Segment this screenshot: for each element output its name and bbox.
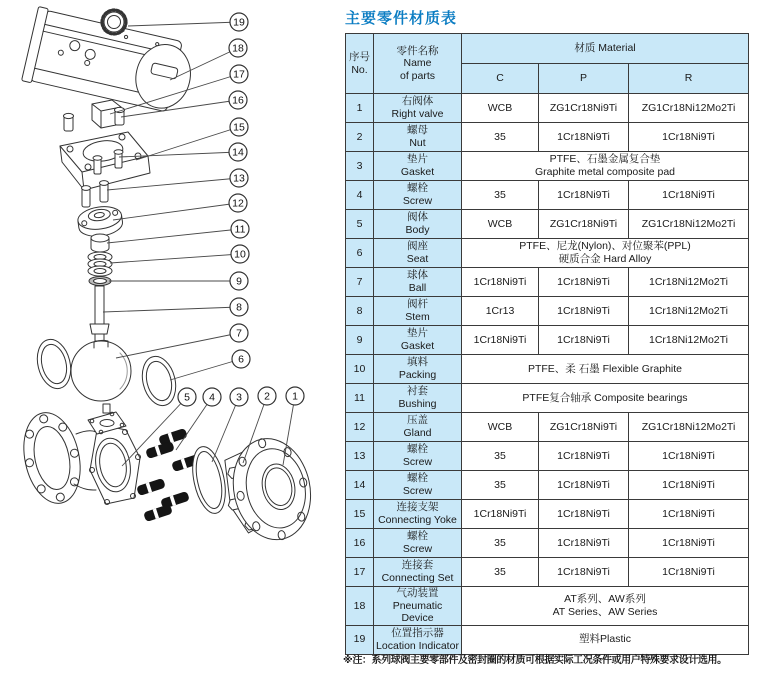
material-cell: 35 <box>462 442 539 471</box>
material-cell: ZG1Cr18Ni9Ti <box>539 94 629 123</box>
material-cell: 1Cr18Ni9Ti <box>629 500 749 529</box>
part-name-cell: 右阀体 Right valve <box>374 94 462 123</box>
part-name-cell: 位置指示器 Location Indicator <box>374 625 462 654</box>
callout-number: 3 <box>236 391 242 404</box>
part-position-indicator-knob <box>102 10 126 34</box>
leader-line <box>136 127 239 160</box>
part-name-cell: 垫片 Gasket <box>374 152 462 181</box>
header-name-zh: 零件名称 <box>396 44 439 57</box>
callout-number: 18 <box>232 42 244 55</box>
leader-line <box>110 254 240 263</box>
table-row <box>346 210 749 239</box>
material-cell: 35 <box>462 529 539 558</box>
table-row <box>346 94 749 123</box>
part-gasket-9 <box>89 277 111 286</box>
material-cell: 35 <box>462 123 539 152</box>
part-name-cell: 连接套 Connecting Set <box>374 558 462 587</box>
header-name-en2: of parts <box>399 69 436 82</box>
table-row <box>346 625 749 654</box>
table-row <box>346 471 749 500</box>
part-name-cell: 螺栓 Screw <box>374 471 462 500</box>
row-number-cell: 5 <box>346 210 374 239</box>
page-title: 主要零件材质表 <box>345 10 458 27</box>
part-name-cell: 压盖 Gland <box>374 413 462 442</box>
header-name-en1: Name <box>403 57 432 70</box>
callout-number: 4 <box>209 391 215 404</box>
callout-number: 13 <box>233 172 245 185</box>
callout-number: 11 <box>234 223 246 236</box>
header-row-1 <box>346 34 749 64</box>
row-number-cell: 3 <box>346 152 374 181</box>
leader-line <box>107 229 240 243</box>
part-studs <box>136 428 201 522</box>
material-span-cell: PTFE复合轴承 Composite bearings <box>462 384 749 413</box>
part-name-cell: 填料 Packing <box>374 355 462 384</box>
material-cell: ZG1Cr18Ni12Mo2Ti <box>629 94 749 123</box>
callout-number: 16 <box>232 94 244 107</box>
materials-table-body <box>346 94 749 655</box>
row-number-cell: 9 <box>346 326 374 355</box>
material-cell: 1Cr18Ni9Ti <box>539 297 629 326</box>
table-row <box>346 181 749 210</box>
table-row <box>346 413 749 442</box>
material-cell: 1Cr18Ni9Ti <box>539 268 629 297</box>
material-cell: 1Cr18Ni9Ti <box>539 558 629 587</box>
part-right-valve <box>216 431 320 549</box>
material-cell: 1Cr18Ni12Mo2Ti <box>629 326 749 355</box>
material-cell: 1Cr18Ni9Ti <box>629 181 749 210</box>
table-row <box>346 587 749 626</box>
header-grade-p: P <box>539 64 629 94</box>
part-name-cell: 螺栓 Screw <box>374 442 462 471</box>
material-cell: 1Cr18Ni12Mo2Ti <box>629 268 749 297</box>
header-no-zh: 序号 <box>349 50 370 63</box>
material-cell: 35 <box>462 181 539 210</box>
part-name-cell: 螺栓 Screw <box>374 181 462 210</box>
leader-line <box>116 333 239 358</box>
part-name-cell: 气动装置 Pneumatic Device <box>374 587 462 626</box>
material-span-cell: 塑料Plastic <box>462 625 749 654</box>
part-name-cell: 阀座 Seat <box>374 239 462 268</box>
leader-line <box>128 22 239 26</box>
table-row <box>346 558 749 587</box>
exploded-valve-diagram <box>0 0 345 683</box>
materials-table <box>345 33 749 655</box>
material-cell: 1Cr18Ni9Ti <box>539 529 629 558</box>
table-row <box>346 384 749 413</box>
footnote: ※注：系列球阀主要零部件及密封圈的材质可根据实际工况条件或用户特殊要求设计选用。 <box>343 655 727 666</box>
leader-line <box>212 397 239 462</box>
material-cell: 1Cr18Ni9Ti <box>629 123 749 152</box>
header-no <box>346 34 374 94</box>
material-cell: 1Cr18Ni9Ti <box>629 529 749 558</box>
row-number-cell: 14 <box>346 471 374 500</box>
material-cell: WCB <box>462 94 539 123</box>
row-number-cell: 18 <box>346 587 374 626</box>
material-cell: 1Cr18Ni9Ti <box>629 471 749 500</box>
material-span-cell: PTFE、石墨金属复合垫 Graphite metal composite pad <box>462 152 749 181</box>
leader-line <box>170 359 241 380</box>
part-name-cell: 球体 Ball <box>374 268 462 297</box>
callout-number: 19 <box>233 16 245 29</box>
table-row <box>346 529 749 558</box>
callout-circles <box>178 13 304 406</box>
table-row <box>346 297 749 326</box>
part-name-cell: 阀体 Body <box>374 210 462 239</box>
header-grade-c: C <box>462 64 539 94</box>
material-cell: 1Cr13 <box>462 297 539 326</box>
table-row <box>346 442 749 471</box>
callout-number: 14 <box>232 146 244 159</box>
material-cell: 1Cr18Ni9Ti <box>539 326 629 355</box>
part-seat-right <box>137 353 180 409</box>
material-cell: 35 <box>462 471 539 500</box>
row-number-cell: 1 <box>346 94 374 123</box>
part-stem <box>90 286 109 341</box>
part-packing <box>88 252 112 276</box>
material-span-cell: AT系列、AW系列 AT Series、AW Series <box>462 587 749 626</box>
row-number-cell: 4 <box>346 181 374 210</box>
row-number-cell: 13 <box>346 442 374 471</box>
material-cell: 1Cr18Ni9Ti <box>539 471 629 500</box>
material-cell: 1Cr18Ni9Ti <box>539 442 629 471</box>
material-cell: 35 <box>462 558 539 587</box>
row-number-cell: 10 <box>346 355 374 384</box>
material-cell: 1Cr18Ni9Ti <box>462 500 539 529</box>
material-cell: 1Cr18Ni9Ti <box>539 123 629 152</box>
material-cell: 1Cr18Ni12Mo2Ti <box>629 297 749 326</box>
callout-number: 5 <box>184 391 190 404</box>
callout-number: 6 <box>238 353 244 366</box>
part-name-cell: 阀杆 Stem <box>374 297 462 326</box>
leader-line <box>176 397 212 450</box>
row-number-cell: 2 <box>346 123 374 152</box>
material-cell: 1Cr18Ni9Ti <box>462 326 539 355</box>
part-ball <box>71 340 131 401</box>
material-cell: 1Cr18Ni9Ti <box>629 558 749 587</box>
row-number-cell: 17 <box>346 558 374 587</box>
part-name-cell: 螺母 Nut <box>374 123 462 152</box>
table-row <box>346 268 749 297</box>
table-row <box>346 239 749 268</box>
part-name-cell: 连接支架 Connecting Yoke <box>374 500 462 529</box>
callout-number: 12 <box>232 197 244 210</box>
callout-number: 8 <box>236 301 242 314</box>
material-cell: ZG1Cr18Ni9Ti <box>539 210 629 239</box>
part-bushing <box>91 234 109 252</box>
callout-number: 7 <box>236 327 242 340</box>
part-seat-left <box>32 336 75 392</box>
material-cell: 1Cr18Ni9Ti <box>629 442 749 471</box>
part-name-cell: 衬套 Bushing <box>374 384 462 413</box>
material-cell: 1Cr18Ni9Ti <box>462 268 539 297</box>
material-cell: WCB <box>462 210 539 239</box>
row-number-cell: 19 <box>346 625 374 654</box>
row-number-cell: 8 <box>346 297 374 326</box>
material-cell: ZG1Cr18Ni9Ti <box>539 413 629 442</box>
header-name <box>374 34 462 94</box>
callout-number: 2 <box>264 390 270 403</box>
callout-number: 15 <box>233 121 245 134</box>
callout-number: 9 <box>236 275 242 288</box>
material-cell: ZG1Cr18Ni12Mo2Ti <box>629 413 749 442</box>
row-number-cell: 12 <box>346 413 374 442</box>
part-name-cell: 垫片 Gasket <box>374 326 462 355</box>
leader-line <box>113 203 238 220</box>
material-cell: 1Cr18Ni9Ti <box>539 500 629 529</box>
part-gasket-3 <box>187 444 230 517</box>
material-cell: ZG1Cr18Ni12Mo2Ti <box>629 210 749 239</box>
part-valve-body <box>16 404 140 509</box>
header-grade-r: R <box>629 64 749 94</box>
row-number-cell: 16 <box>346 529 374 558</box>
table-row <box>346 355 749 384</box>
row-number-cell: 11 <box>346 384 374 413</box>
row-number-cell: 7 <box>346 268 374 297</box>
row-number-cell: 15 <box>346 500 374 529</box>
leader-line <box>103 307 239 312</box>
material-cell: WCB <box>462 413 539 442</box>
material-cell: 1Cr18Ni9Ti <box>539 181 629 210</box>
leader-line <box>107 178 239 190</box>
callout-number: 1 <box>292 390 298 403</box>
header-material: 材质 Material <box>462 34 749 64</box>
header-no-en: No. <box>351 63 368 76</box>
part-bolts-13 <box>82 181 109 207</box>
row-number-cell: 6 <box>346 239 374 268</box>
material-span-cell: PTFE、柔 石墨 Flexible Graphite <box>462 355 749 384</box>
callout-number: 17 <box>233 68 245 81</box>
table-row <box>346 152 749 181</box>
callout-number: 10 <box>234 248 246 261</box>
table-row <box>346 500 749 529</box>
table-row <box>346 123 749 152</box>
material-span-cell: PTFE、尼龙(Nylon)、对位聚苯(PPL) 硬质合金 Hard Alloy <box>462 239 749 268</box>
part-name-cell: 螺栓 Screw <box>374 529 462 558</box>
table-row <box>346 326 749 355</box>
